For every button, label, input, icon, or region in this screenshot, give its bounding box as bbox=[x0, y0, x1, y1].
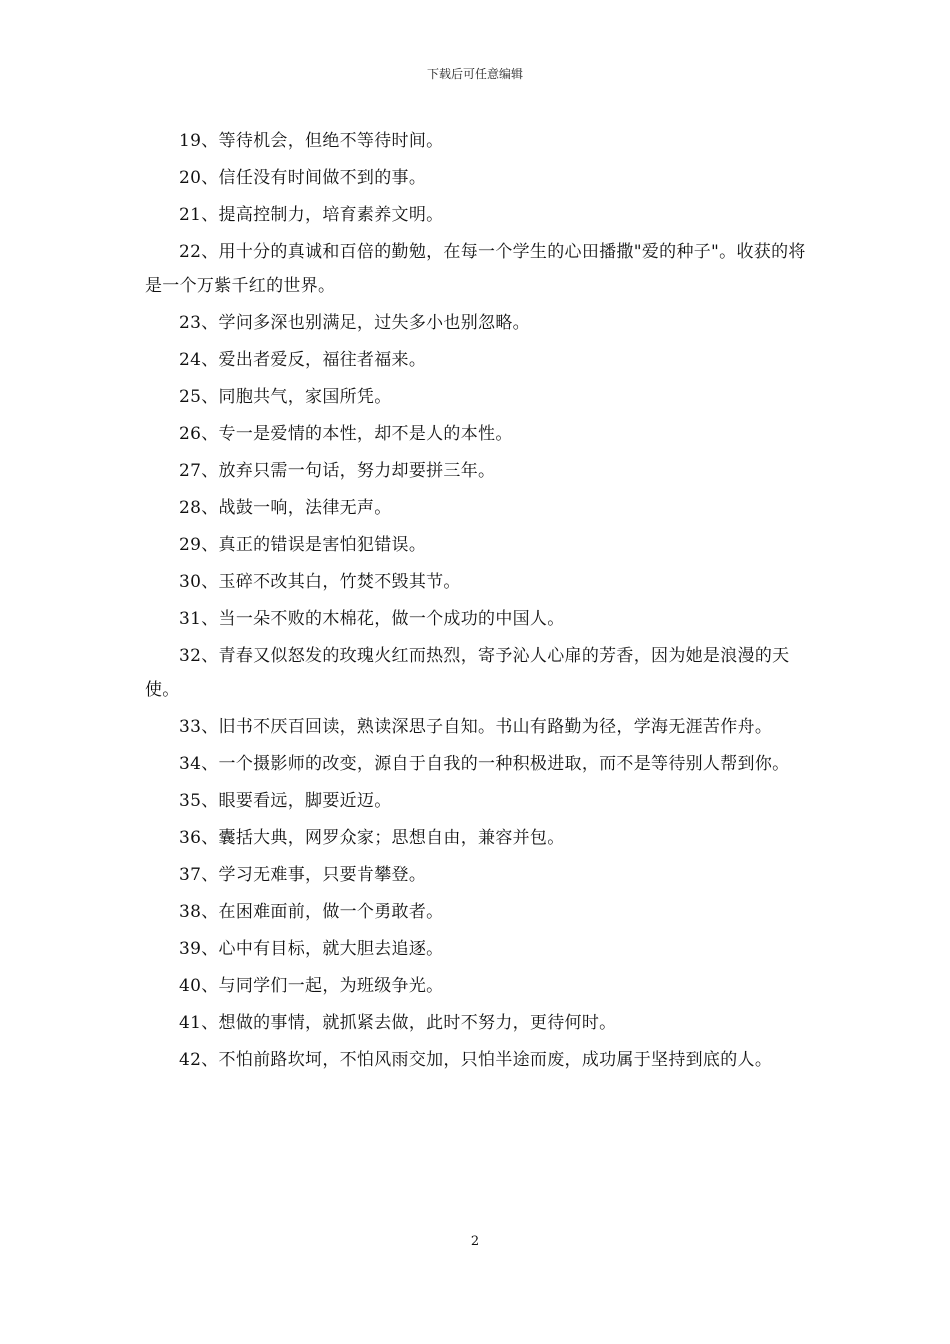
list-item: 29、真正的错误是害怕犯错误。 bbox=[179, 535, 427, 555]
list-item: 40、与同学们一起，为班级争光。 bbox=[179, 976, 444, 996]
list-item: 31、当一朵不败的木棉花，做一个成功的中国人。 bbox=[179, 609, 565, 629]
list-item: 42、不怕前路坎坷，不怕风雨交加，只怕半途而废，成功属于坚持到底的人。 bbox=[179, 1050, 773, 1070]
list-item: 37、学习无难事，只要肯攀登。 bbox=[179, 865, 427, 885]
list-item: 24、爱出者爱反，福往者福来。 bbox=[179, 350, 427, 370]
list-item: 22、用十分的真诚和百倍的勤勉，在每一个学生的心田播撒"爱的种子"。收获的将是一个万紫千红的世界。 bbox=[145, 242, 806, 296]
list-item: 33、旧书不厌百回读，熟读深思子自知。书山有路勤为径，学海无涯苦作舟。 bbox=[179, 717, 773, 737]
list-item: 38、在困难面前，做一个勇敢者。 bbox=[179, 902, 444, 922]
list-item: 39、心中有目标，就大胆去追逐。 bbox=[179, 939, 444, 959]
list-item: 30、玉碎不改其白，竹焚不毁其节。 bbox=[179, 572, 461, 592]
list-item: 27、放弃只需一句话，努力却要拼三年。 bbox=[179, 461, 496, 481]
list-item: 21、提高控制力，培育素养文明。 bbox=[179, 205, 444, 225]
list-item: 25、同胞共气，家国所凭。 bbox=[179, 387, 392, 407]
page-number: 2 bbox=[470, 1234, 480, 1249]
list-item: 20、信任没有时间做不到的事。 bbox=[179, 168, 427, 188]
list-item: 41、想做的事情，就抓紧去做，此时不努力，更待何时。 bbox=[179, 1013, 617, 1033]
page-header: 下载后可任意编辑 bbox=[426, 67, 523, 81]
list-item: 28、战鼓一响，法律无声。 bbox=[179, 498, 392, 518]
list-item: 34、一个摄影师的改变，源自于自我的一种积极进取，而不是等待别人帮到你。 bbox=[179, 754, 790, 774]
list-item: 26、专一是爱情的本性，却不是人的本性。 bbox=[179, 424, 513, 444]
list-item: 32、青春又似怒发的玫瑰火红而热烈，寄予沁人心扉的芳香，因为她是浪漫的天使。 bbox=[145, 646, 790, 700]
list-item: 36、囊括大典，网罗众家；思想自由，兼容并包。 bbox=[179, 828, 565, 848]
list-item: 23、学问多深也别满足，过失多小也别忽略。 bbox=[179, 313, 530, 333]
document-body bbox=[145, 124, 810, 1080]
list-item: 19、等待机会，但绝不等待时间。 bbox=[179, 131, 444, 151]
list-item: 35、眼要看远，脚要近迈。 bbox=[179, 791, 392, 811]
